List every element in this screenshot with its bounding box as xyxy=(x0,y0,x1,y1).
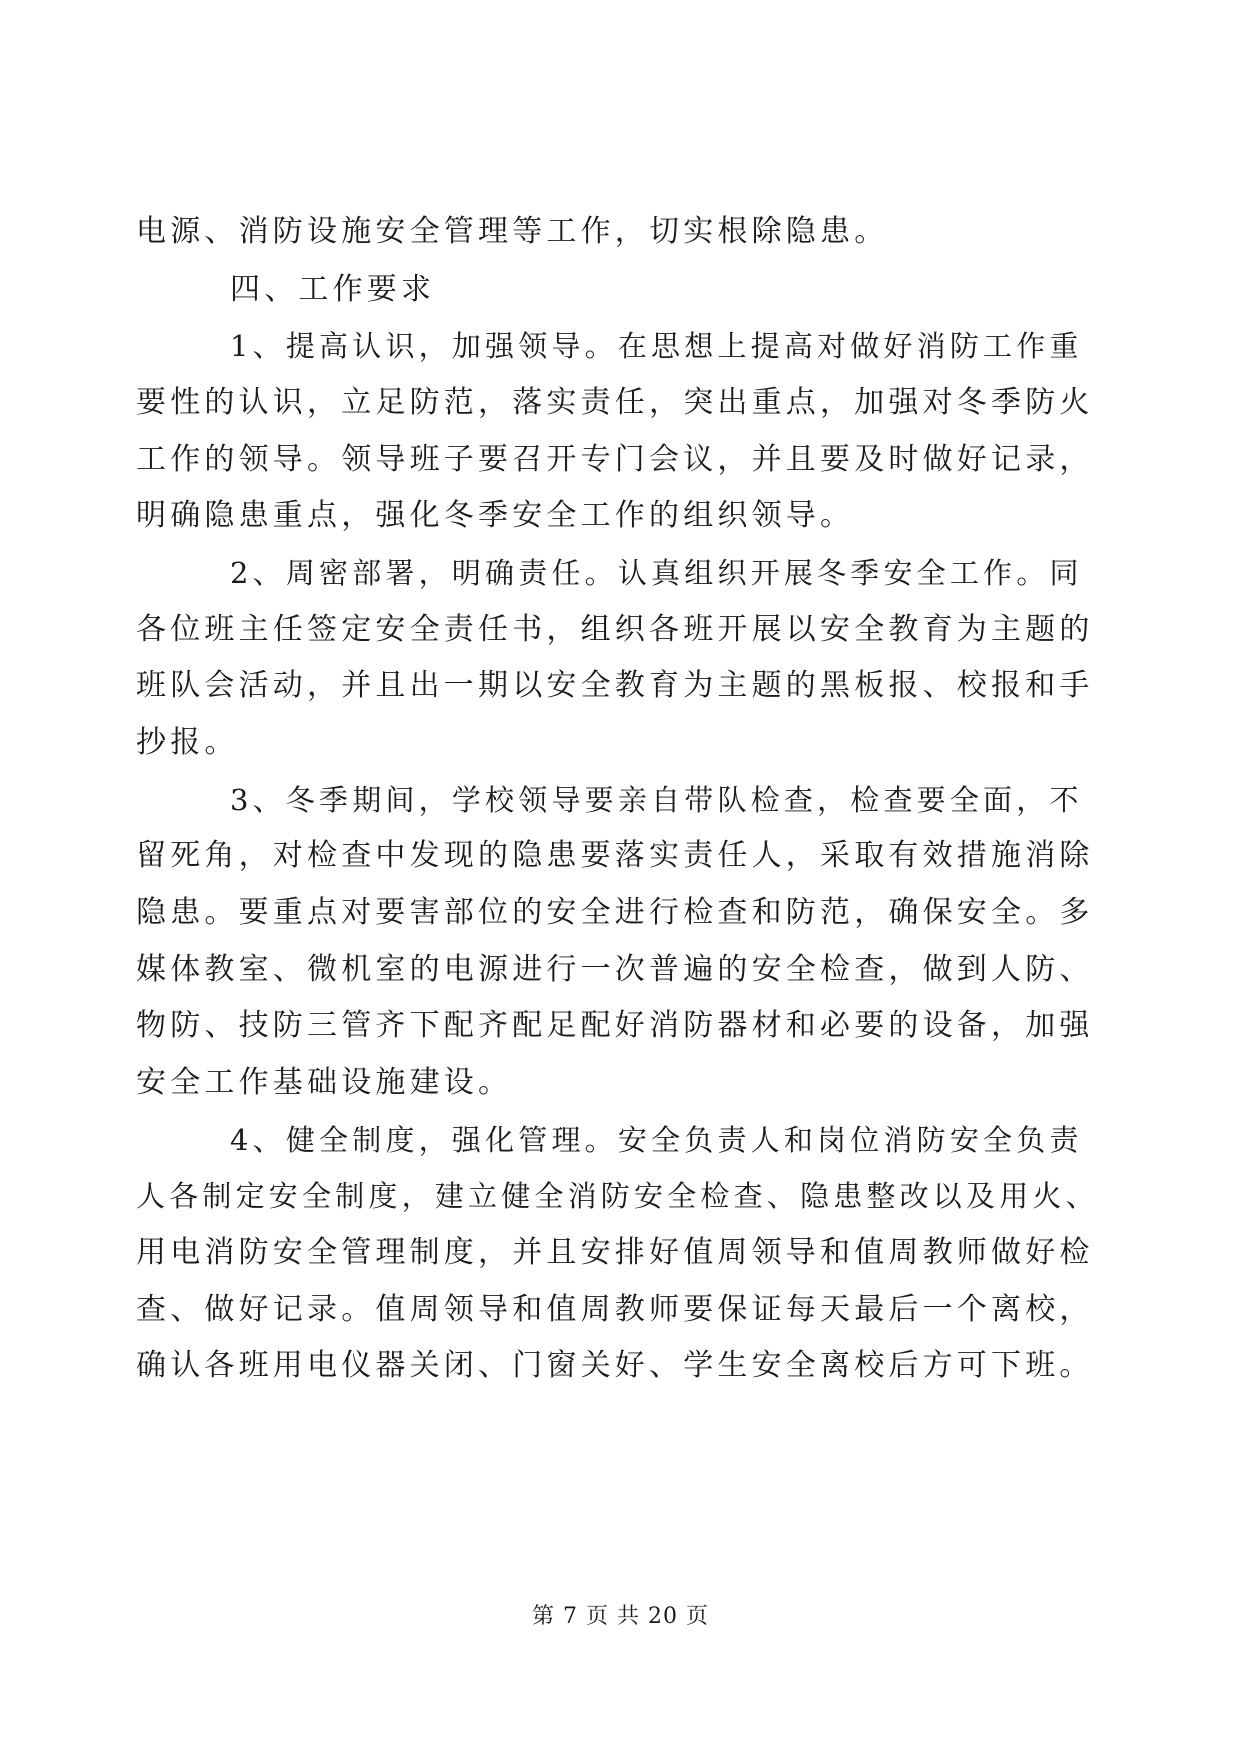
text-line: 各位班主任签定安全责任书，组织各班开展以安全教育为主题的 xyxy=(136,612,1094,647)
text-line: 物防、技防三管齐下配齐配足配好消防器材和必要的设备，加强 xyxy=(136,1008,1094,1043)
section-heading: 四、工作要求 xyxy=(230,272,436,307)
text-line: 要性的认识，立足防范，落实责任，突出重点，加强对冬季防火 xyxy=(136,385,1094,420)
text-line: 人各制定安全制度，建立健全消防安全检查、隐患整改以及用火、 xyxy=(136,1179,1099,1213)
text-line: 明确隐患重点，强化冬季安全工作的组织领导。 xyxy=(136,498,855,533)
text-line: 查、做好记录。值周领导和值周教师要保证每天最后一个离校， xyxy=(136,1292,1094,1327)
page-number-footer: 第 7 页 共 20 页 xyxy=(532,1604,709,1629)
text-line: 电源、消防设施安全管理等工作，切实根除隐患。 xyxy=(136,214,889,249)
text-line: 工作的领导。领导班子要召开专门会议，并且要及时做好记录， xyxy=(136,442,1094,477)
text-line: 安全工作基础设施建设。 xyxy=(136,1065,513,1100)
text-line: 抄报。 xyxy=(136,725,239,760)
text-line: 确认各班用电仪器关闭、门窗关好、学生安全离校后方可下班。 xyxy=(136,1348,1094,1383)
text-line: 留死角，对检查中发现的隐患要落实责任人，采取有效措施消除 xyxy=(136,838,1094,873)
text-line: 3、冬季期间，学校领导要亲自带队检查，检查要全面，不 xyxy=(230,783,1083,817)
text-line: 隐患。要重点对要害部位的安全进行检查和防范，确保安全。多 xyxy=(136,895,1094,930)
text-line: 2、周密部署，明确责任。认真组织开展冬季安全工作。同 xyxy=(230,556,1083,590)
text-line: 用电消防安全管理制度，并且安排好值周领导和值周教师做好检 xyxy=(136,1235,1094,1270)
text-line: 1、提高认识，加强领导。在思想上提高对做好消防工作重 xyxy=(230,329,1083,363)
text-line: 4、健全制度，强化管理。安全负责人和岗位消防安全负责 xyxy=(230,1123,1083,1157)
text-line: 媒体教室、微机室的电源进行一次普遍的安全检查，做到人防、 xyxy=(136,952,1094,987)
text-line: 班队会活动，并且出一期以安全教育为主题的黑板报、校报和手 xyxy=(136,668,1094,703)
